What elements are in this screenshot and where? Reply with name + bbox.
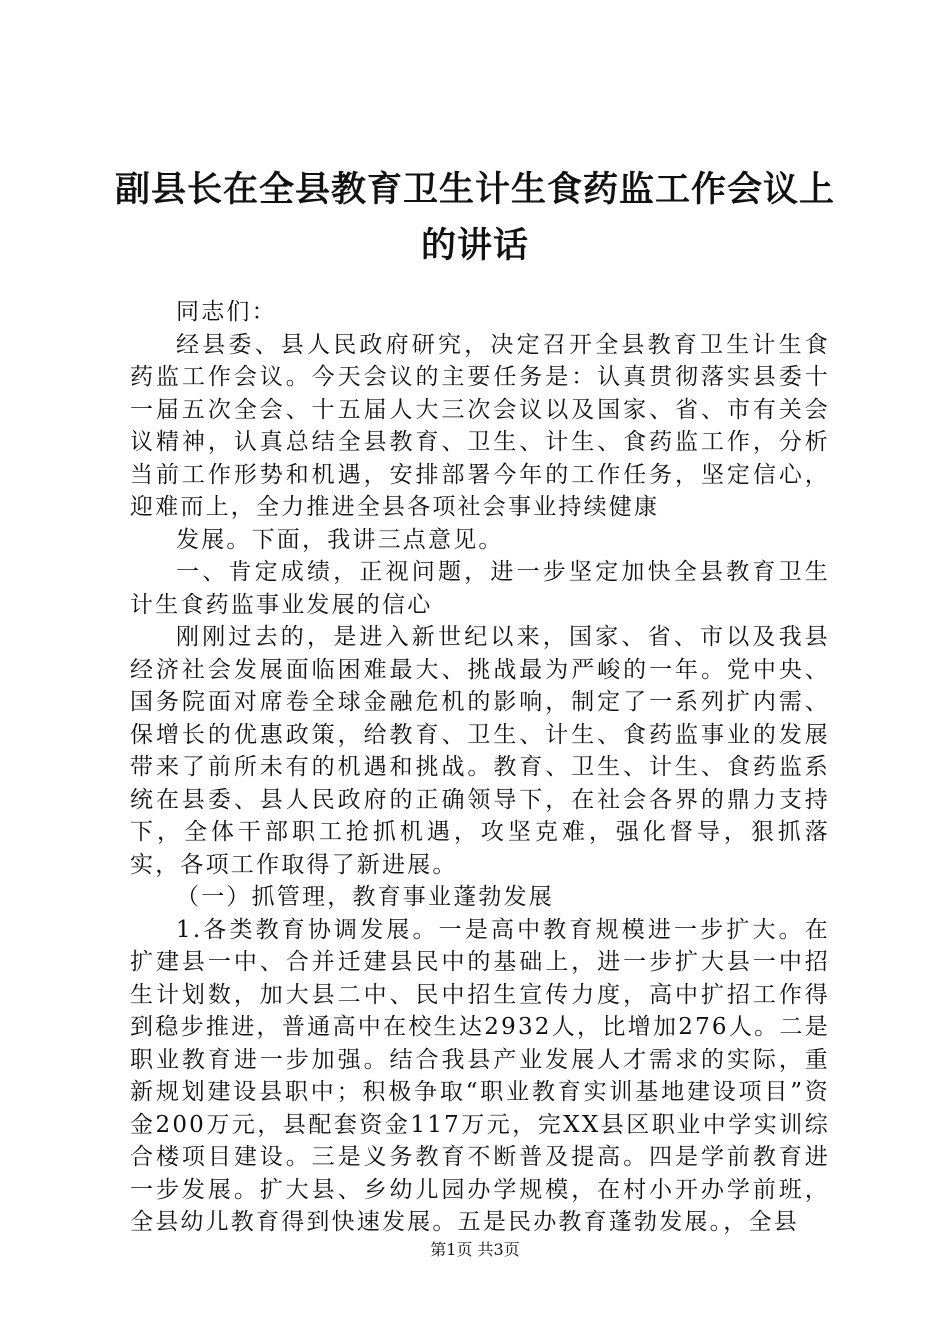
- intro-paragraph: 经县委、县人民政府研究，决定召开全县教育卫生计生食药监工作会议。今天会议的主要任务是：认真贯彻落实县委十一届五次全会、十五届人大三次会议以及国家、省、市有关会议精神，认真总结全县教育、卫生、计生、食药监工作，分析当前工作形势和机遇，安排部署今年的工作任务，坚定信心，迎难而上，全力推进全县各项社会事业持续健康: [130, 331, 830, 520]
- page-number-footer: 第1页 共3页: [430, 1240, 520, 1259]
- section-heading-1: 一、肯定成绩，正视问题，进一步坚定加快全县教育卫生计生食药监事业发展的信心: [130, 559, 830, 618]
- intro-continuation: 发展。下面，我讲三点意见。: [176, 526, 504, 553]
- document-body: [130, 296, 830, 1239]
- document-title-line-1: 副县长在全县教育卫生计生食药监工作会议上: [114, 170, 835, 210]
- document-title-line-2: 的讲话: [420, 226, 529, 266]
- body-paragraph: 刚刚过去的，是进入新世纪以来，国家、省、市以及我县经济社会发展面临困难最大、挑战最为严峻的一年。党中央、国务院面对席卷全球金融危机的影响，制定了一系列扩内需、保增长的优惠政策，给教育、卫生、计生、食药监事业的发展带来了前所未有的机遇和挑战。教育、卫生、计生、食药监系统在县委、县人民政府的正确领导下，在社会各界的鼎力支持下，全体干部职工抢抓机遇，攻坚克难，强化督导，狠抓落实，各项工作取得了新进展。: [130, 624, 830, 878]
- salutation: 同志们：: [176, 299, 277, 325]
- body-paragraph: 1.各类教育协调发展。一是高中教育规模进一步扩大。在扩建县一中、合并迁建县民中的基础上，进一步扩大县一中招生计划数，加大县二中、民中招生宣传力度，高中扩招工作得到稳步推进，普通高中在校生达2932人，比增加276人。二是职业教育进一步加强。结合我县产业发展人才需求的实际，重新规划建设县职中；积极争取“职业教育实训基地建设项目”资金200万元，县配套资金117万元，完XX县区职业中学实训综合楼项目建设。三是义务教育不断普及提高。四是学前教育进一步发展。扩大县、乡幼儿园办学规模，在村小开办学前班，全县幼儿教育得到快速发展。五是民办教育蓬勃发展。，全县: [130, 916, 830, 1235]
- subsection-heading-1: （一）抓管理，教育事业蓬勃发展: [176, 884, 554, 910]
